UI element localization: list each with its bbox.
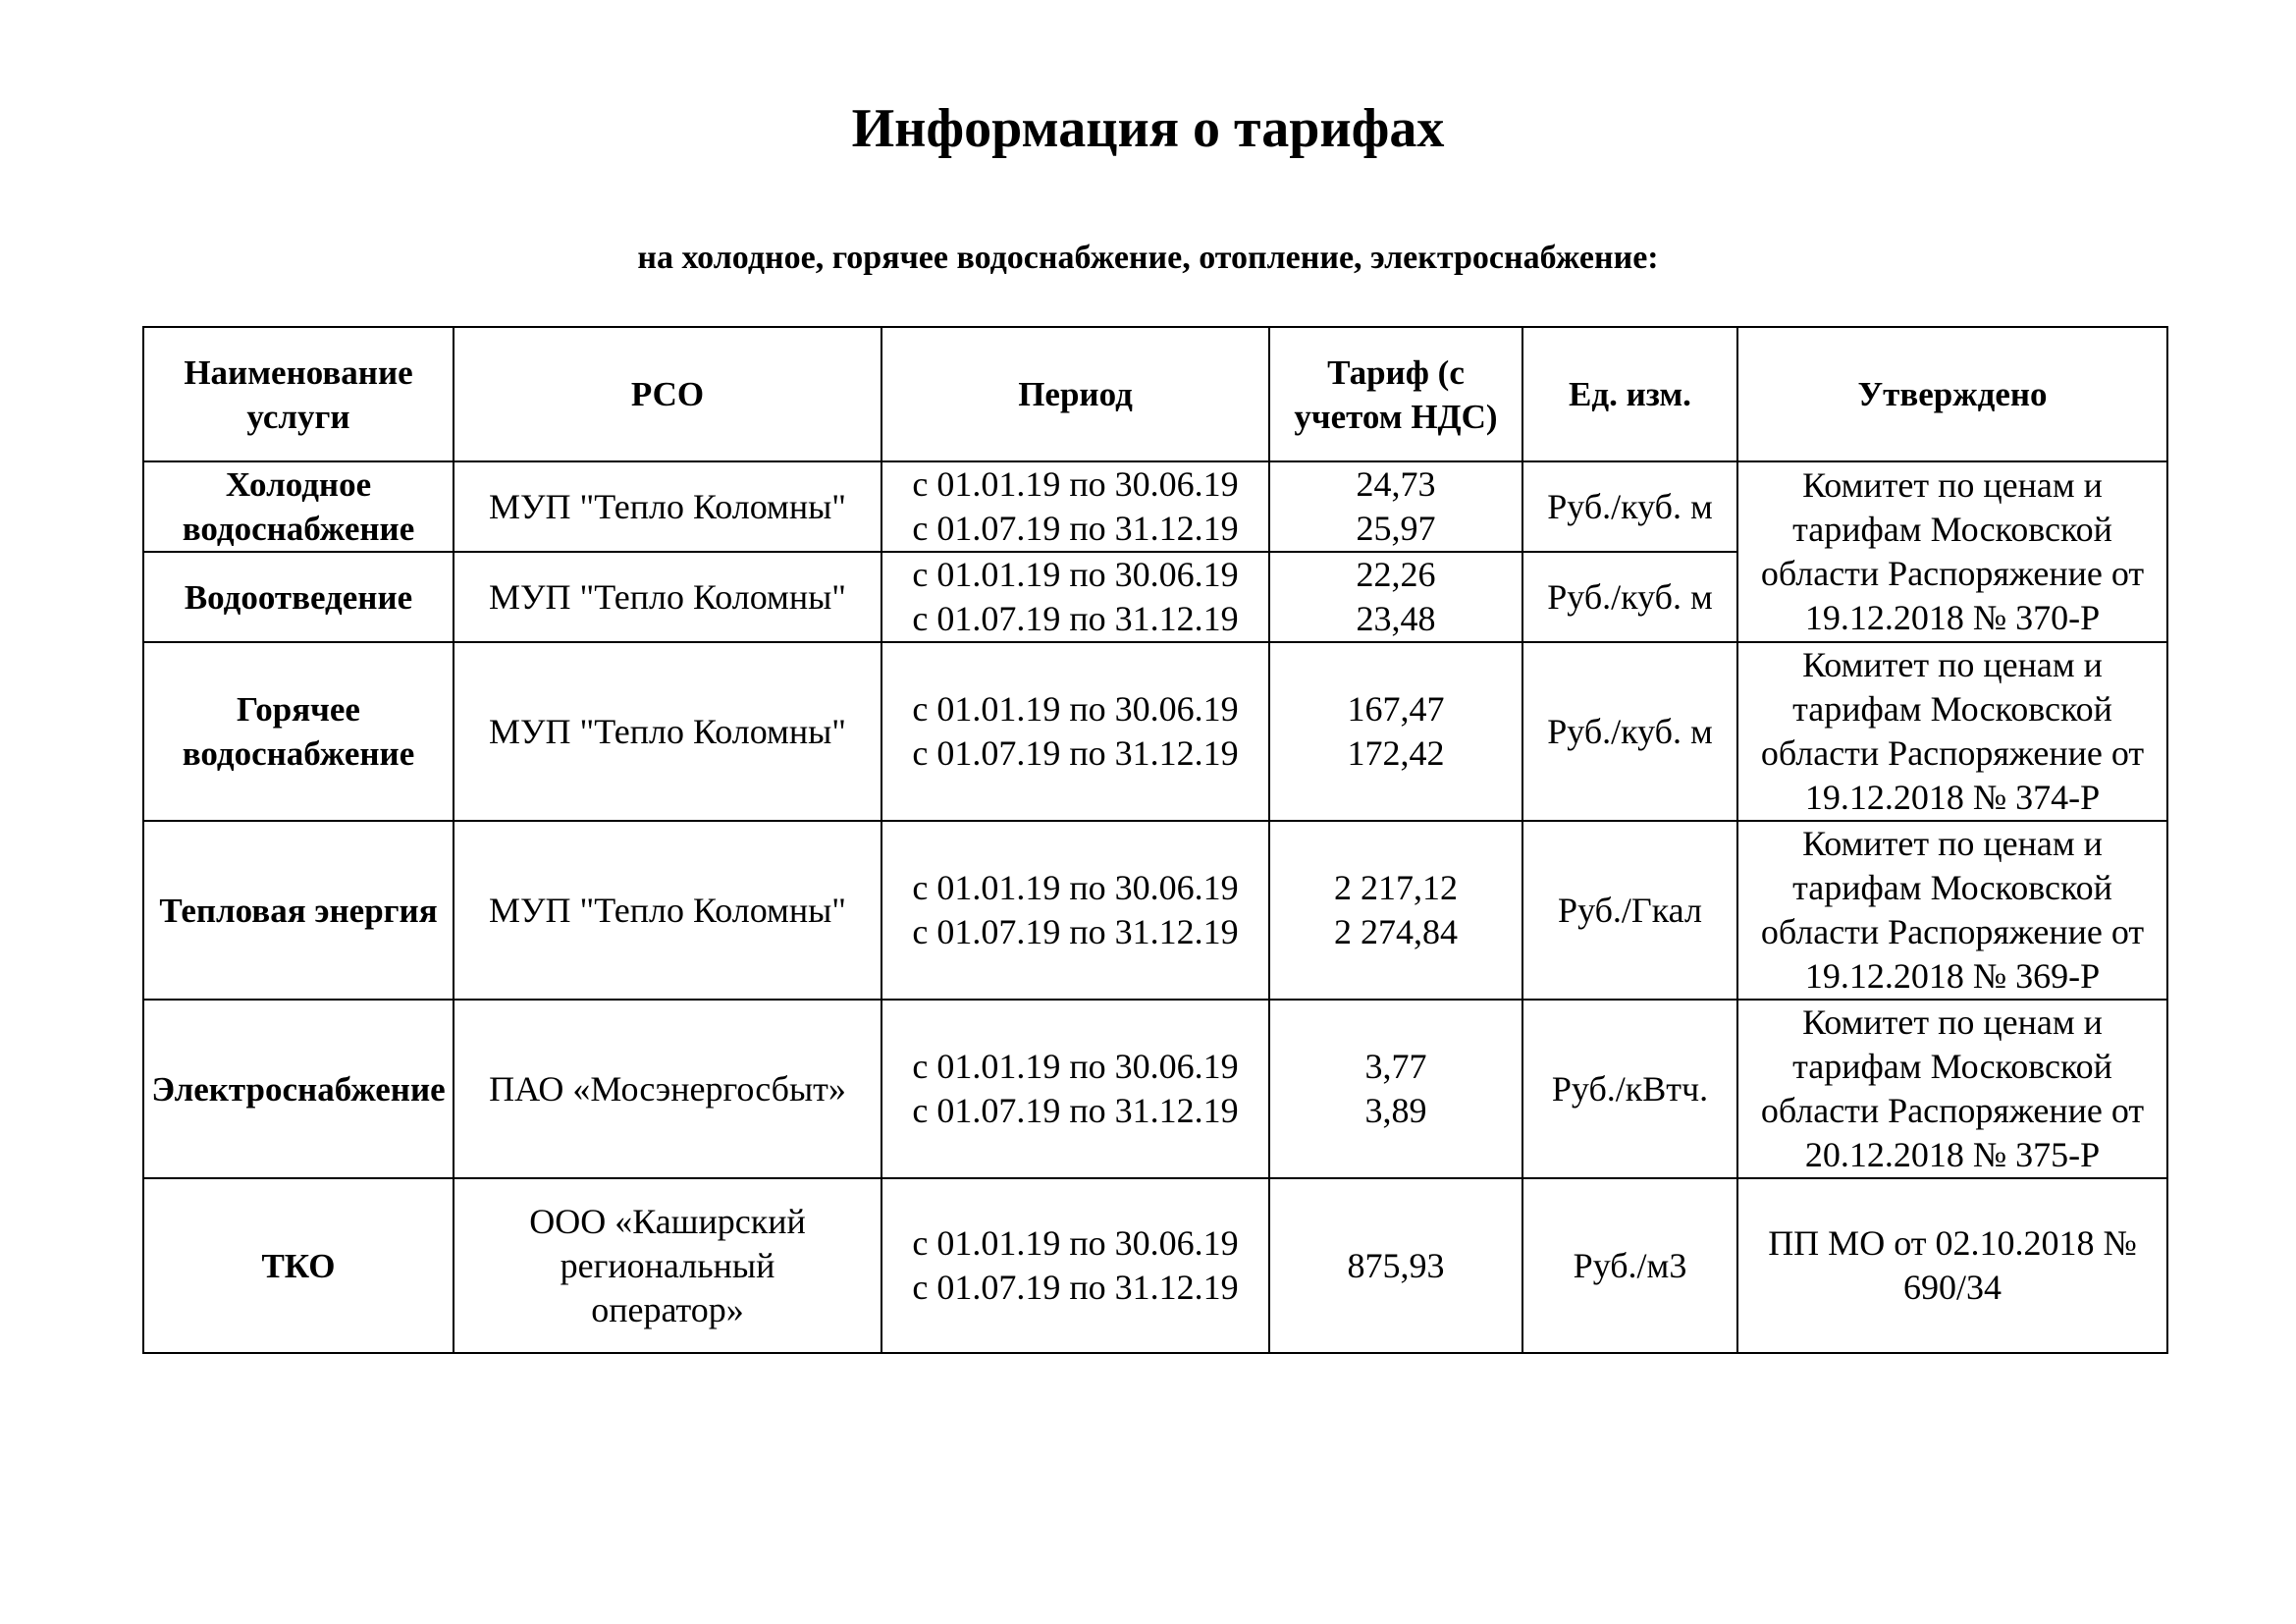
tariff-cell (1269, 552, 1522, 642)
table-header-row (143, 327, 2167, 461)
tariff-value: 25,97 (1356, 509, 1436, 548)
period-cell (881, 461, 1269, 552)
table-row (143, 1000, 2167, 1178)
table-row (143, 461, 2167, 552)
service-name: Водоотведение (143, 552, 454, 642)
unit-cell: Руб./куб. м (1522, 552, 1737, 642)
period-line: с 01.07.19 по 31.12.19 (912, 509, 1239, 548)
rso-name: МУП "Тепло Коломны" (454, 642, 881, 821)
period-line: с 01.07.19 по 31.12.19 (912, 912, 1239, 951)
header-unit: Ед. изм. (1522, 327, 1737, 461)
tariff-value: 172,42 (1347, 733, 1445, 773)
tariff-value: 22,26 (1356, 555, 1436, 594)
period-line: с 01.01.19 по 30.06.19 (912, 868, 1239, 907)
period-line: с 01.07.19 по 31.12.19 (912, 733, 1239, 773)
tariff-cell: 875,93 (1269, 1178, 1522, 1353)
tariff-value: 3,89 (1364, 1091, 1427, 1130)
period-line: с 01.01.19 по 30.06.19 (912, 464, 1239, 504)
period-line: с 01.01.19 по 30.06.19 (912, 555, 1239, 594)
unit-cell: Руб./м3 (1522, 1178, 1737, 1353)
unit-cell: Руб./куб. м (1522, 461, 1737, 552)
tariff-value: 3,77 (1364, 1047, 1427, 1086)
tariff-value: 2 274,84 (1334, 912, 1458, 951)
header-period: Период (881, 327, 1269, 461)
tariff-table (142, 326, 2168, 1354)
table-row (143, 821, 2167, 1000)
rso-name: МУП "Тепло Коломны" (454, 821, 881, 1000)
service-name: Тепловая энергия (143, 821, 454, 1000)
header-rso: РСО (454, 327, 881, 461)
tariff-cell (1269, 821, 1522, 1000)
approved-cell: Комитет по ценам и тарифам Московской области Распоряжение от 19.12.2018 № 370-Р (1737, 461, 2167, 642)
period-cell (881, 1178, 1269, 1353)
tariff-value: 167,47 (1347, 689, 1445, 729)
service-name: Горячее водоснабжение (143, 642, 454, 821)
header-tariff: Тариф (с учетом НДС) (1269, 327, 1522, 461)
period-cell (881, 642, 1269, 821)
service-name: Электроснабжение (143, 1000, 454, 1178)
table-row (143, 1178, 2167, 1353)
rso-name: ПАО «Мосэнергосбыт» (454, 1000, 881, 1178)
header-approved: Утверждено (1737, 327, 2167, 461)
service-name: Холодное водоснабжение (143, 461, 454, 552)
tariff-value: 24,73 (1356, 464, 1436, 504)
tariff-value: 2 217,12 (1334, 868, 1458, 907)
table-row (143, 642, 2167, 821)
rso-name: МУП "Тепло Коломны" (454, 552, 881, 642)
tariff-value: 23,48 (1356, 599, 1436, 638)
period-cell (881, 1000, 1269, 1178)
period-cell (881, 552, 1269, 642)
header-service: Наименование услуги (143, 327, 454, 461)
period-line: с 01.01.19 по 30.06.19 (912, 1223, 1239, 1263)
period-line: с 01.07.19 по 31.12.19 (912, 1268, 1239, 1307)
period-line: с 01.07.19 по 31.12.19 (912, 1091, 1239, 1130)
period-line: с 01.01.19 по 30.06.19 (912, 689, 1239, 729)
period-cell (881, 821, 1269, 1000)
approved-cell: Комитет по ценам и тарифам Московской области Распоряжение от 20.12.2018 № 375-Р (1737, 1000, 2167, 1178)
rso-name: ООО «Каширский региональный оператор» (454, 1178, 881, 1353)
service-name: ТКО (143, 1178, 454, 1353)
tariff-cell (1269, 1000, 1522, 1178)
page-title: Информация о тарифах (851, 98, 1445, 159)
unit-cell: Руб./куб. м (1522, 642, 1737, 821)
rso-name: МУП "Тепло Коломны" (454, 461, 881, 552)
period-line: с 01.07.19 по 31.12.19 (912, 599, 1239, 638)
tariff-cell (1269, 642, 1522, 821)
unit-cell: Руб./кВтч. (1522, 1000, 1737, 1178)
approved-cell: Комитет по ценам и тарифам Московской области Распоряжение от 19.12.2018 № 374-Р (1737, 642, 2167, 821)
page-subtitle: на холодное, горячее водоснабжение, отопление, электроснабжение: (637, 240, 1659, 276)
unit-cell: Руб./Гкал (1522, 821, 1737, 1000)
period-line: с 01.01.19 по 30.06.19 (912, 1047, 1239, 1086)
approved-cell: Комитет по ценам и тарифам Московской области Распоряжение от 19.12.2018 № 369-Р (1737, 821, 2167, 1000)
tariff-cell (1269, 461, 1522, 552)
approved-cell: ПП МО от 02.10.2018 № 690/34 (1737, 1178, 2167, 1353)
